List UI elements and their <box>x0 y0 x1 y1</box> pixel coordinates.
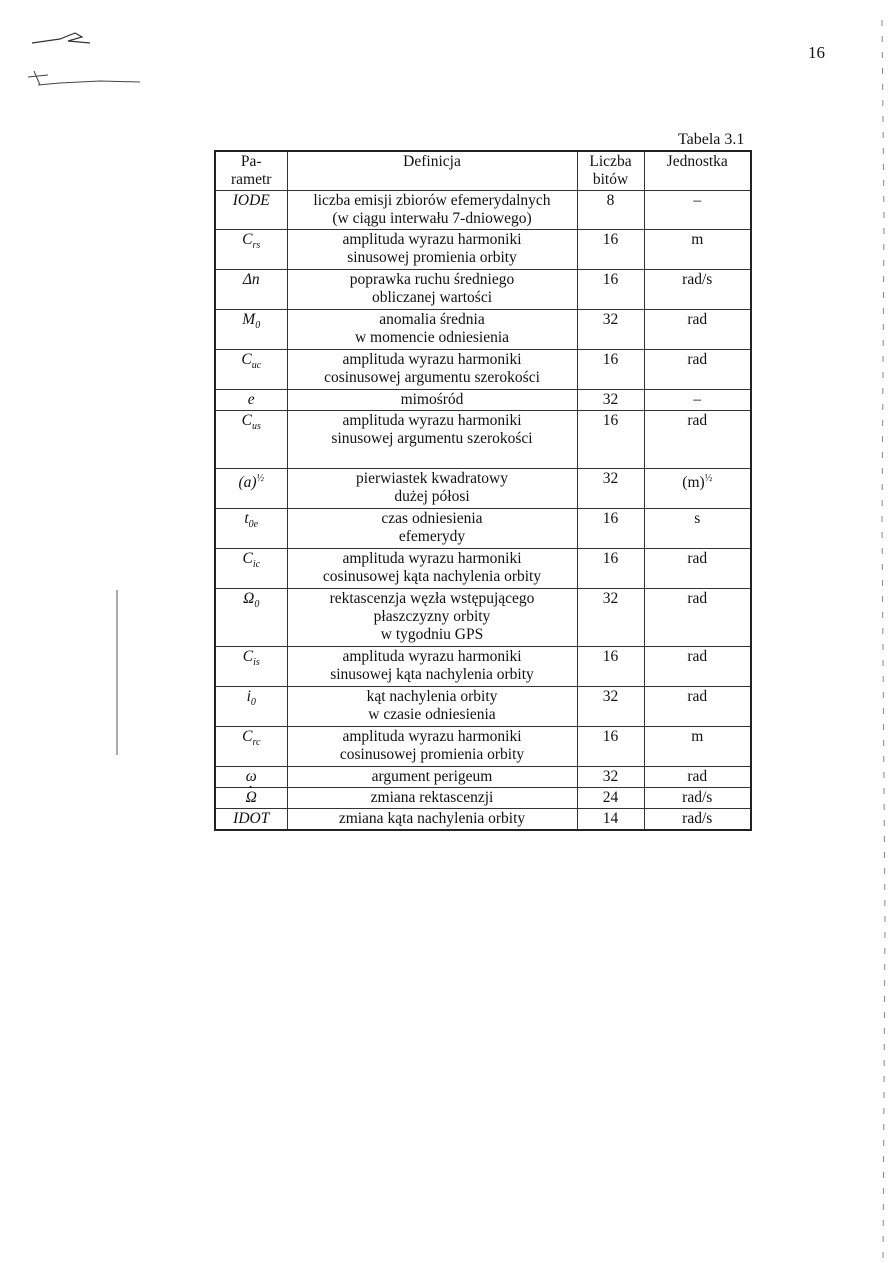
table-row <box>215 727 751 767</box>
definition-line: argument perigeum <box>371 768 493 785</box>
table-row <box>215 589 751 647</box>
cell-unit <box>644 350 751 390</box>
definition-line: sinusowej argumentu szerokości <box>331 430 533 447</box>
cell-parameter <box>215 589 287 647</box>
parameter-symbol: i <box>246 688 251 705</box>
pen-scribble-mark <box>20 25 170 95</box>
cell-bits: 14 <box>577 809 644 831</box>
parameter-subscript: 0 <box>250 697 256 709</box>
cell-definition <box>287 767 577 788</box>
cell-bits: 16 <box>577 647 644 687</box>
cell-bits: 16 <box>577 727 644 767</box>
unit-value: (m) <box>682 474 705 492</box>
parameter-subscript: 0e <box>248 519 259 531</box>
cell-unit <box>644 230 751 270</box>
cell-bits: 32 <box>577 767 644 788</box>
margin-line-mark <box>112 590 122 760</box>
table-row <box>215 647 751 687</box>
cell-parameter <box>215 230 287 270</box>
parameter-superscript: ½ <box>256 473 265 484</box>
cell-bits: 16 <box>577 549 644 589</box>
cell-unit <box>644 411 751 469</box>
table-row <box>215 230 751 270</box>
parameter-symbol: e <box>247 391 255 408</box>
definition-line: poprawka ruchu średniego <box>349 271 515 288</box>
cell-parameter <box>215 549 287 589</box>
unit-value: m <box>691 728 704 745</box>
table-row <box>215 788 751 809</box>
table-row <box>215 549 751 589</box>
cell-bits: 32 <box>577 589 644 647</box>
cell-unit <box>644 509 751 549</box>
cell-parameter <box>215 687 287 727</box>
table-row <box>215 310 751 350</box>
cell-unit <box>644 687 751 727</box>
definition-line: amplituda wyrazu harmoniki <box>342 351 522 368</box>
parameter-symbol: t <box>244 510 249 527</box>
table-row <box>215 687 751 727</box>
table-row <box>215 350 751 390</box>
definition-line: w tygodniu GPS <box>380 626 484 643</box>
right-edge-mark <box>870 20 890 1260</box>
definition-line: anomalia średnia <box>379 311 485 328</box>
parameter-symbol: C <box>242 550 253 567</box>
unit-value: – <box>693 192 702 209</box>
table-row <box>215 411 751 469</box>
unit-value: rad/s <box>682 271 713 288</box>
table-row <box>215 469 751 509</box>
unit-value: rad <box>687 688 708 705</box>
parameter-subscript: is <box>253 657 260 669</box>
unit-value: – <box>693 391 702 408</box>
header-bits-line2: bitów <box>592 171 629 188</box>
cell-parameter <box>215 509 287 549</box>
header-definition: Definicja <box>287 151 577 191</box>
parameter-subscript: 0 <box>255 320 261 332</box>
cell-parameter <box>215 647 287 687</box>
cell-parameter <box>215 727 287 767</box>
definition-line: obliczanej wartości <box>371 289 493 306</box>
cell-bits: 32 <box>577 469 644 509</box>
definition-line: amplituda wyrazu harmoniki <box>342 550 522 567</box>
cell-definition <box>287 727 577 767</box>
cell-definition <box>287 191 577 230</box>
table-row <box>215 509 751 549</box>
cell-definition <box>287 788 577 809</box>
cell-definition <box>287 687 577 727</box>
cell-parameter <box>215 411 287 469</box>
header-parameter-line2: rametr <box>231 171 272 188</box>
cell-parameter <box>215 270 287 310</box>
cell-bits: 16 <box>577 509 644 549</box>
cell-definition <box>287 310 577 350</box>
cell-unit <box>644 310 751 350</box>
parameter-symbol: ω <box>245 768 257 785</box>
definition-line: cosinusowej argumentu szerokości <box>324 369 540 386</box>
cell-bits: 32 <box>577 310 644 350</box>
cell-definition <box>287 350 577 390</box>
definition-line: rektascenzja węzła wstępującego <box>329 590 535 607</box>
parameter-symbol: · Ω <box>246 789 257 807</box>
parameter-symbol: C <box>242 728 253 745</box>
definition-line: mimośród <box>400 391 464 408</box>
cell-definition <box>287 411 577 469</box>
definition-line: sinusowej kąta nachylenia orbity <box>330 666 534 683</box>
cell-parameter <box>215 788 287 809</box>
cell-parameter <box>215 191 287 230</box>
unit-value: rad <box>687 590 708 607</box>
cell-definition <box>287 230 577 270</box>
cell-unit <box>644 549 751 589</box>
unit-value: rad <box>687 311 708 328</box>
header-bits <box>577 151 644 191</box>
definition-line: zmiana rektascenzji <box>370 789 494 806</box>
cell-definition <box>287 647 577 687</box>
parameter-subscript: ic <box>252 559 261 571</box>
cell-bits: 16 <box>577 350 644 390</box>
table-header-row <box>215 151 751 191</box>
definition-line: kąt nachylenia orbity <box>366 688 498 705</box>
parameter-subscript: uc <box>251 360 262 372</box>
cell-bits: 8 <box>577 191 644 230</box>
table-row <box>215 809 751 831</box>
cell-unit <box>644 191 751 230</box>
header-bits-line1: Liczba <box>589 153 632 170</box>
table-row <box>215 270 751 310</box>
parameter-symbol: IDOT <box>233 810 270 827</box>
cell-bits: 24 <box>577 788 644 809</box>
parameter-symbol: (a) <box>238 474 257 492</box>
header-unit: Jednostka <box>644 151 751 191</box>
cell-parameter <box>215 809 287 831</box>
definition-line: amplituda wyrazu harmoniki <box>342 231 522 248</box>
definition-line: amplituda wyrazu harmoniki <box>342 728 522 745</box>
cell-parameter <box>215 310 287 350</box>
unit-value: rad <box>687 768 708 785</box>
cell-definition <box>287 509 577 549</box>
unit-value: rad/s <box>682 789 713 806</box>
parameter-symbol: Δn <box>242 271 260 288</box>
cell-unit <box>644 589 751 647</box>
parameter-symbol: IODE <box>232 192 270 209</box>
unit-value: s <box>694 510 701 527</box>
unit-value: rad <box>687 648 708 665</box>
cell-parameter <box>215 390 287 411</box>
parameter-table <box>214 150 752 831</box>
cell-definition <box>287 390 577 411</box>
unit-value: rad <box>687 412 708 429</box>
table-caption: Tabela 3.1 <box>678 131 745 148</box>
cell-parameter <box>215 469 287 509</box>
definition-line: (w ciągu interwału 7-dniowego) <box>332 210 532 227</box>
cell-unit <box>644 767 751 788</box>
cell-bits: 16 <box>577 411 644 469</box>
cell-definition <box>287 270 577 310</box>
cell-definition <box>287 469 577 509</box>
parameter-symbol: C <box>241 351 252 368</box>
definition-line: płaszczyzny orbity <box>373 608 491 625</box>
parameter-subscript: rc <box>252 737 261 749</box>
cell-bits: 32 <box>577 390 644 411</box>
parameter-subscript: us <box>251 421 261 433</box>
definition-line: cosinusowej kąta nachylenia orbity <box>322 568 542 585</box>
definition-line: w czasie odniesienia <box>368 706 496 723</box>
definition-line: amplituda wyrazu harmoniki <box>342 412 522 429</box>
cell-unit <box>644 270 751 310</box>
cell-parameter <box>215 350 287 390</box>
cell-definition <box>287 549 577 589</box>
cell-unit <box>644 809 751 831</box>
cell-unit <box>644 727 751 767</box>
parameter-symbol: C <box>242 231 253 248</box>
definition-line: cosinusowej promienia orbity <box>339 746 525 763</box>
table-body <box>215 191 751 831</box>
definition-line: czas odniesienia <box>381 510 483 527</box>
unit-value: rad <box>687 351 708 368</box>
cell-bits: 16 <box>577 230 644 270</box>
cell-definition <box>287 589 577 647</box>
parameter-symbol: C <box>242 648 254 665</box>
table-row <box>215 390 751 411</box>
definition-line: w momencie odniesienia <box>354 329 510 346</box>
definition-line: amplituda wyrazu harmoniki <box>342 648 522 665</box>
page-number: 16 <box>808 43 825 62</box>
cell-unit <box>644 469 751 509</box>
parameter-subscript: 0 <box>254 599 260 611</box>
table-row <box>215 767 751 788</box>
parameter-symbol: Ω <box>243 590 255 607</box>
cell-unit <box>644 390 751 411</box>
header-parameter <box>215 151 287 191</box>
definition-line: zmiana kąta nachylenia orbity <box>338 810 526 827</box>
unit-value: rad/s <box>682 810 713 827</box>
cell-definition <box>287 809 577 831</box>
definition-line: sinusowej promienia orbity <box>347 249 517 266</box>
parameter-symbol: M <box>242 311 256 328</box>
parameter-subscript: rs <box>252 240 261 252</box>
cell-bits: 16 <box>577 270 644 310</box>
definition-line: liczba emisji zbiorów efemerydalnych <box>313 192 551 209</box>
definition-line: efemerydy <box>398 528 466 545</box>
unit-value: rad <box>687 550 708 567</box>
cell-unit <box>644 647 751 687</box>
header-parameter-line1: Pa- <box>240 153 262 170</box>
definition-line: dużej półosi <box>394 488 470 505</box>
cell-unit <box>644 788 751 809</box>
parameter-symbol: C <box>241 412 252 429</box>
definition-line: pierwiastek kwadratowy <box>356 470 508 487</box>
unit-superscript: ½ <box>704 473 713 484</box>
table-row <box>215 191 751 230</box>
cell-bits: 32 <box>577 687 644 727</box>
unit-value: m <box>691 231 704 248</box>
